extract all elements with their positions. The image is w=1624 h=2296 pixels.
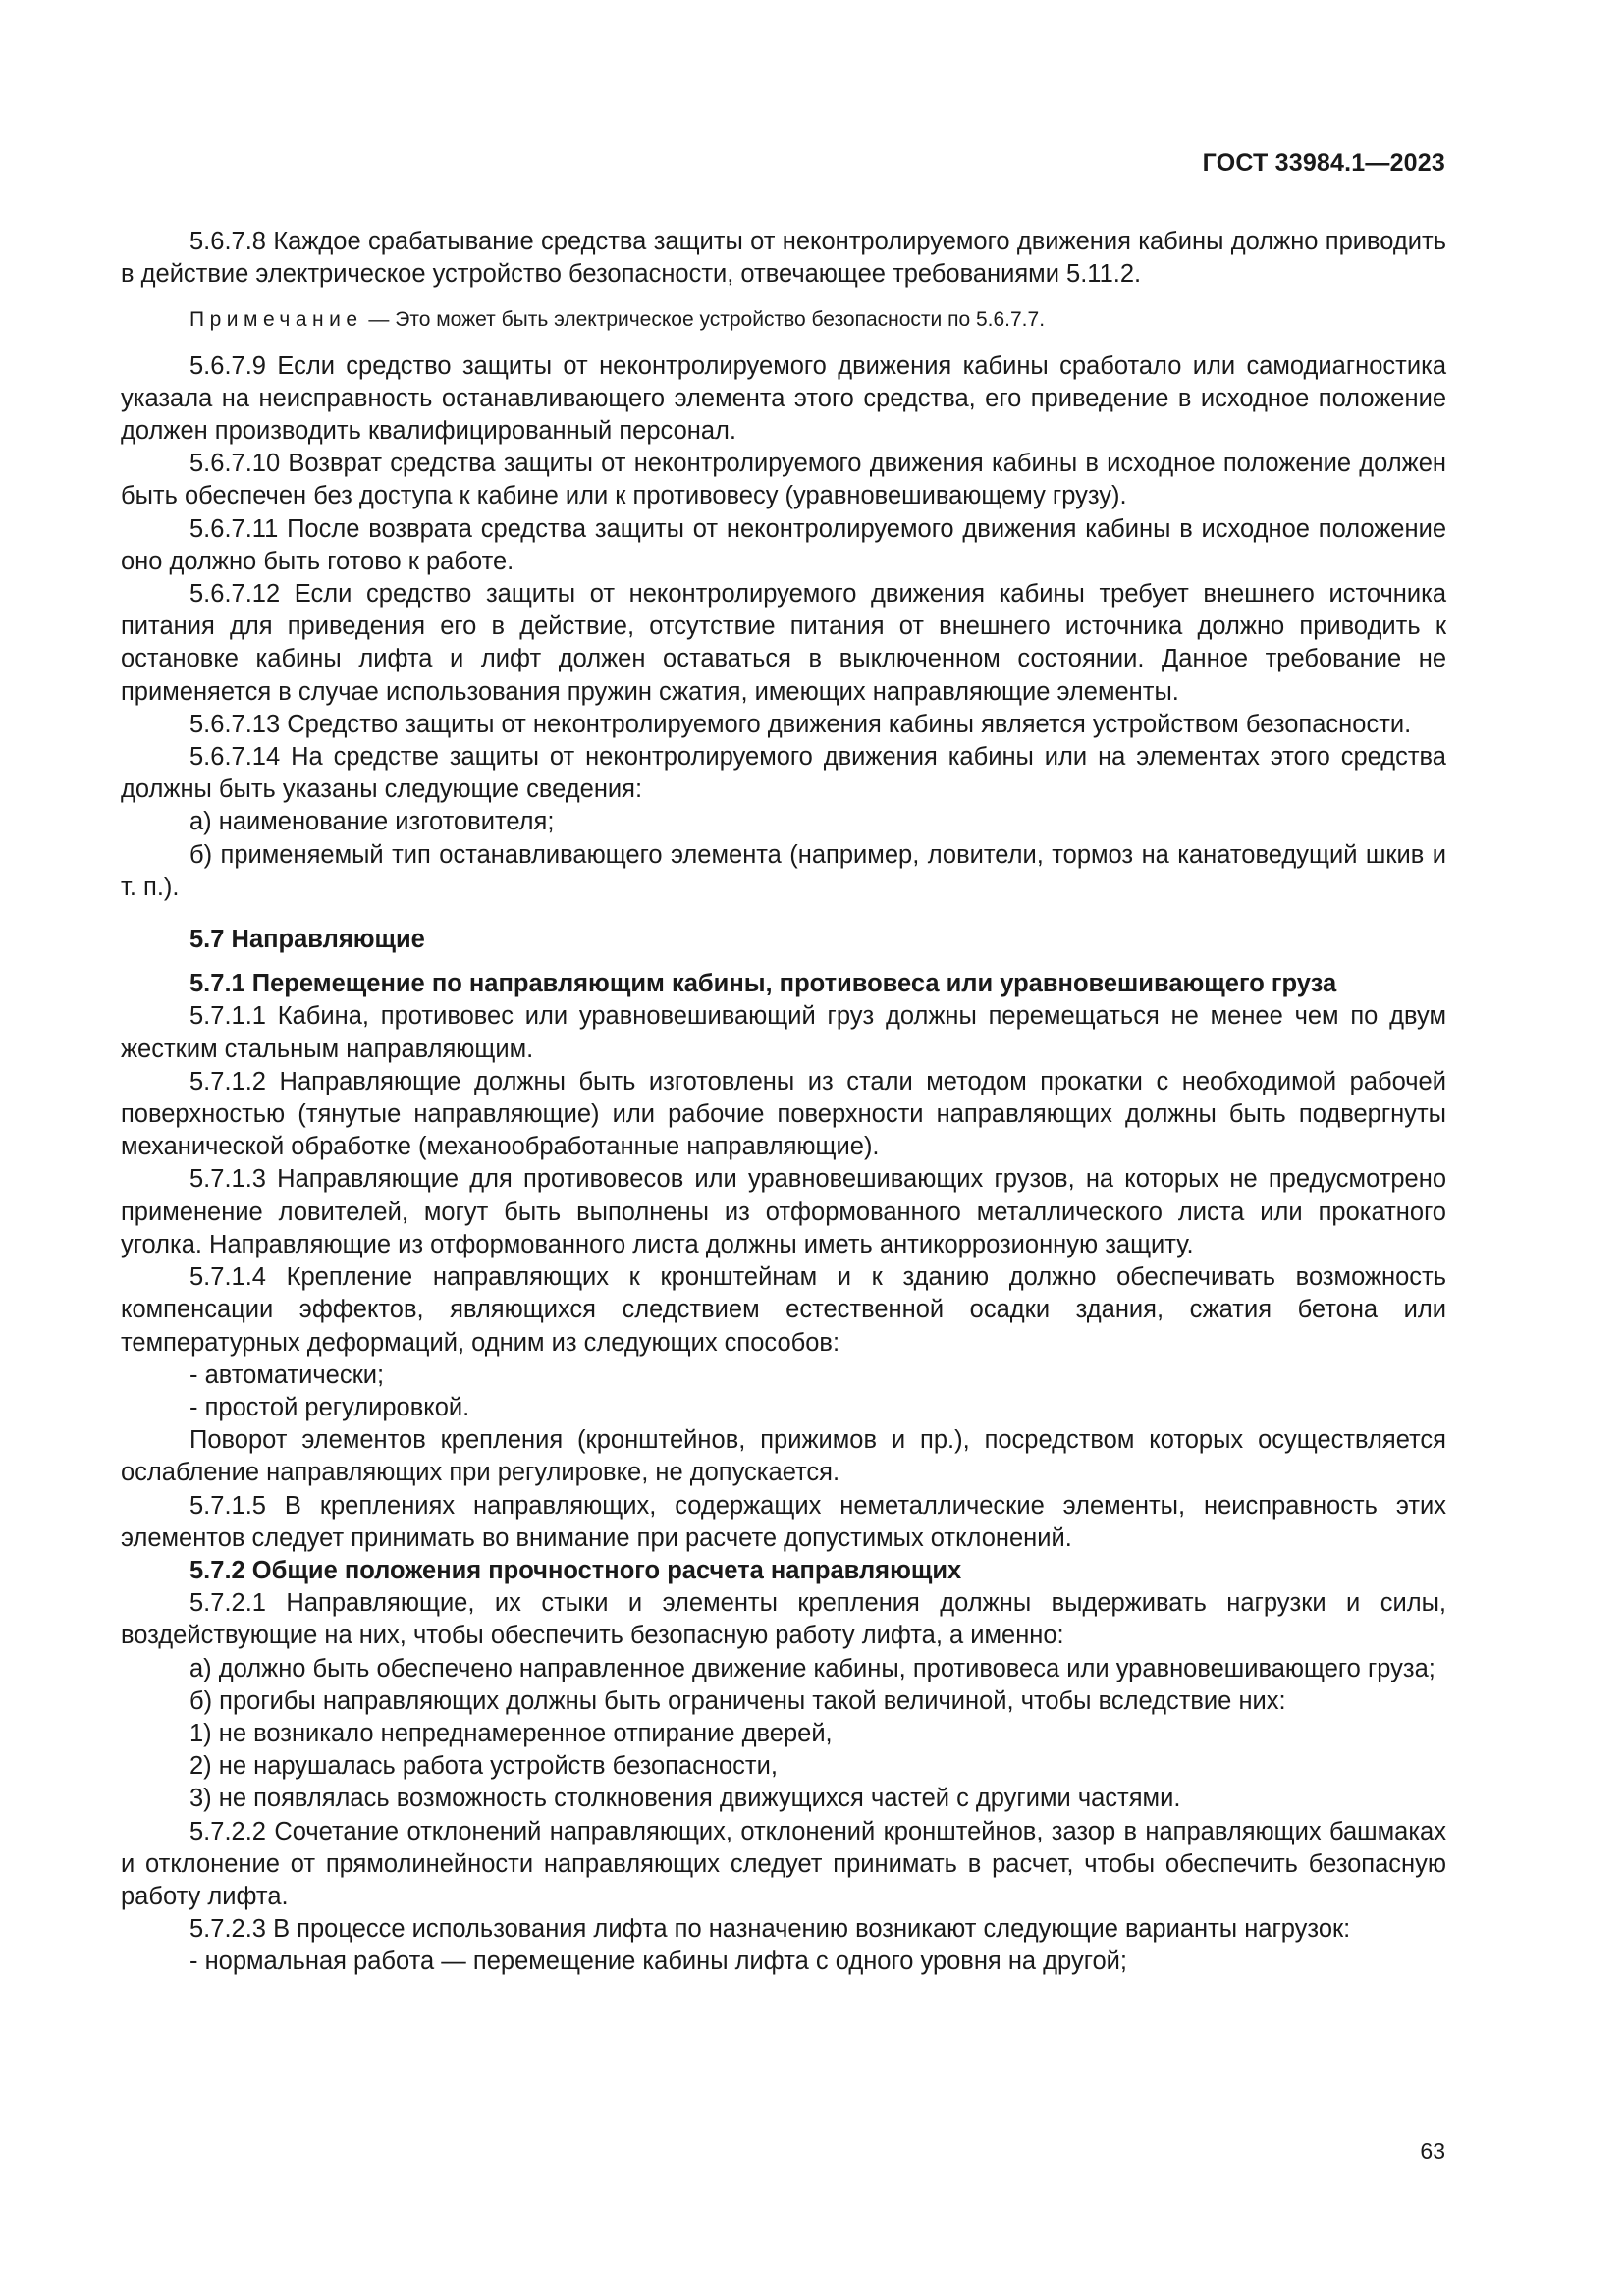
- document-header: ГОСТ 33984.1—2023: [1202, 149, 1445, 177]
- list-item-num-1: 1) не возникало непреднамеренное отпирание дверей,: [189, 1719, 833, 1747]
- list-item-b-2: б) прогибы направляющих должны быть ограничены такой величиной, чтобы вследствие них:: [189, 1686, 1286, 1715]
- note-paragraph: [121, 303, 1446, 336]
- paragraph-5-6-7-8: 5.6.7.8 Каждое срабатывание средства защиты от неконтролируемого движения кабины должно приводить в действие электрическое устройство безопасности, отвечающее требованиями 5.11.2.: [121, 228, 1446, 289]
- paragraph-5-6-7-11: 5.6.7.11 После возврата средства защиты от неконтролируемого движения кабины в исходное положение оно должно быть готово к работе.: [121, 514, 1446, 575]
- document-body: [121, 226, 1446, 1979]
- paragraph-5-7-1-4: 5.7.1.4 Крепление направляющих к кронштейнам и к зданию должно обеспечивать возможность компенсации эффектов, являющихся следствием естественной осадки здания, сжатия бетона или температурных деформаций, одним из следующих способов:: [121, 1263, 1446, 1357]
- list-item-dash-1: - автоматически;: [189, 1361, 385, 1389]
- paragraph-rotation-note: Поворот элементов крепления (кронштейнов, прижимов и пр.), посредством которых осуществляется ослабление направляющих при регулировке, не допускается.: [121, 1426, 1446, 1487]
- paragraph-5-6-7-12: 5.6.7.12 Если средство защиты от неконтролируемого движения кабины требует внешнего источника питания для приведения его в действие, отсутствие питания от внешнего источника должно приводить к остановке кабины лифта и лифт должен оставаться в выключенном состоянии. Данное требование не применяется в случае использования пружин сжатия, имеющих направляющие элементы.: [121, 580, 1446, 706]
- note-label: Примечание: [189, 308, 363, 332]
- page-number: 63: [1420, 2138, 1445, 2163]
- paragraph-5-7-2-1: 5.7.2.1 Направляющие, их стыки и элементы крепления должны выдерживать нагрузки и силы, воздействующие на них, чтобы обеспечить безопасную работу лифта, а именно:: [121, 1589, 1446, 1650]
- paragraph-5-6-7-13: 5.6.7.13 Средство защиты от неконтролируемого движения кабины является устройством безопасности.: [189, 710, 1412, 738]
- paragraph-5-6-7-9: 5.6.7.9 Если средство защиты от неконтролируемого движения кабины сработало или самодиагностика указала на неисправность останавливающего элемента этого средства, его приведение в исходное положение должен производить квалифицированный персонал.: [121, 351, 1446, 446]
- paragraph-5-7-1-5: 5.7.1.5 В креплениях направляющих, содержащих неметаллические элементы, неисправность этих элементов следует принимать во внимание при расчете допустимых отклонений.: [121, 1491, 1446, 1552]
- list-item-num-2: 2) не нарушалась работа устройств безопасности,: [189, 1752, 778, 1781]
- paragraph-5-7-1-2: 5.7.1.2 Направляющие должны быть изготовлены из стали методом прокатки с необходимой рабочей поверхностью (тянутые направляющие) или рабочие поверхности направляющих должны быть подвергнуты механической обработке (механообработанные направляющие).: [121, 1067, 1446, 1161]
- section-heading-5-7: 5.7 Направляющие: [189, 926, 425, 954]
- list-item-num-3: 3) не появлялась возможность столкновения движущихся частей с другими частями.: [189, 1785, 1181, 1813]
- paragraph-5-7-1-1: 5.7.1.1 Кабина, противовес или уравновешивающий груз должны перемещаться не менее чем по двум жестким стальным направляющим.: [121, 1002, 1446, 1063]
- paragraph-5-6-7-14: 5.6.7.14 На средстве защиты от неконтролируемого движения кабины или на элементах этого средства должны быть указаны следующие сведения:: [121, 743, 1446, 804]
- subsection-heading-5-7-2: 5.7.2 Общие положения прочностного расчета направляющих: [189, 1556, 962, 1584]
- list-item-a: а) наименование изготовителя;: [189, 808, 555, 836]
- list-item-dash-normal-work: - нормальная работа — перемещение кабины лифта с одного уровня на другой;: [189, 1948, 1127, 1976]
- list-item-b: б) применяемый тип останавливающего элемента (например, ловители, тормоз на канатоведущий шкив и т. п.).: [121, 840, 1446, 901]
- paragraph-5-6-7-10: 5.6.7.10 Возврат средства защиты от неконтролируемого движения кабины в исходное положение должен быть обеспечен без доступа к кабине или к противовесу (уравновешивающему грузу).: [121, 450, 1446, 510]
- list-item-a-2: а) должно быть обеспечено направленное движение кабины, противовеса или уравновешивающего груза;: [189, 1654, 1435, 1682]
- paragraph-5-7-1-3: 5.7.1.3 Направляющие для противовесов или уравновешивающих грузов, на которых не предусмотрено применение ловителей, могут быть выполнены из отформованного металлического листа или прокатного уголка. Направляющие из отформованного листа должны иметь антикоррозионную защиту.: [121, 1165, 1446, 1258]
- subsection-heading-5-7-1: 5.7.1 Перемещение по направляющим кабины, противовеса или уравновешивающего груза: [189, 970, 1337, 998]
- paragraph-5-7-2-3: 5.7.2.3 В процессе использования лифта по назначению возникают следующие варианты нагрузок:: [189, 1915, 1351, 1944]
- list-item-dash-2: - простой регулировкой.: [189, 1393, 470, 1421]
- paragraph-5-7-2-2: 5.7.2.2 Сочетание отклонений направляющих, отклонений кронштейнов, зазор в направляющих башмаках и отклонение от прямолинейности направляющих следует принимать в расчет, чтобы обеспечить безопасную работу лифта.: [121, 1817, 1446, 1910]
- note-text: — Это может быть электрическое устройство безопасности по 5.6.7.7.: [362, 308, 1046, 332]
